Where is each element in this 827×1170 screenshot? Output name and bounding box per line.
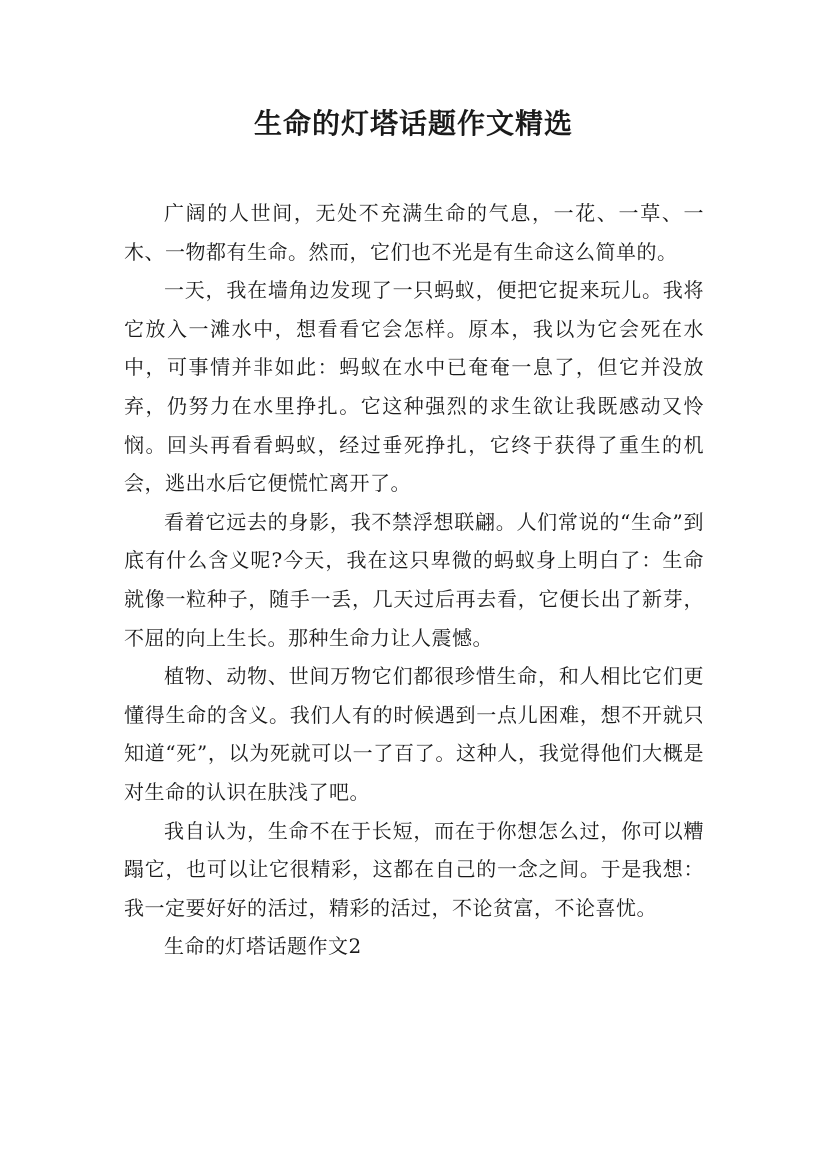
paragraph: 一天，我在墙角边发现了一只蚂蚁，便把它捉来玩儿。我将它放入一滩水中，想看看它会怎样。原本，我以为它会死在水中，可事情并非如此：蚂蚁在水中已奄奄一息了，但它并没放弃，仍努力在水里挣扎。它这种强烈的求生欲让我既感动又怜悯。回头再看看蚂蚁，经过垂死挣扎，它终于获得了重生的机会，逃出水后它便慌忙离开了。	[124, 278, 704, 496]
paragraph: 我自认为，生命不在于长短，而在于你想怎么过，你可以糟蹋它，也可以让它很精彩，这都在自己的一念之间。于是我想：我一定要好好的活过，精彩的活过，不论贫富，不论喜忧。	[124, 818, 704, 920]
document-title: 生命的灯塔话题作文精选	[253, 107, 573, 140]
paragraph: 广阔的人世间，无处不充满生命的气息，一花、一草、一木、一物都有生命。然而，它们也不光是有生命这么简单的。	[124, 201, 704, 264]
document-body	[124, 194, 704, 966]
section-heading: 生命的灯塔话题作文2	[164, 934, 362, 959]
paragraph: 植物、动物、世间万物它们都很珍惜生命，和人相比它们更懂得生命的含义。我们人有的时候遇到一点儿困难，想不开就只知道“死”，以为死就可以一了百了。这种人，我觉得他们大概是对生命的认识在肤浅了吧。	[124, 664, 704, 804]
paragraph: 看着它远去的身影，我不禁浮想联翩。人们常说的“生命”到底有什么含义呢?今天，我在这只卑微的蚂蚁身上明白了：生命就像一粒种子，随手一丢，几天过后再去看，它便长出了新芽，不屈的向上生长。那种生命力让人震憾。	[124, 509, 704, 650]
